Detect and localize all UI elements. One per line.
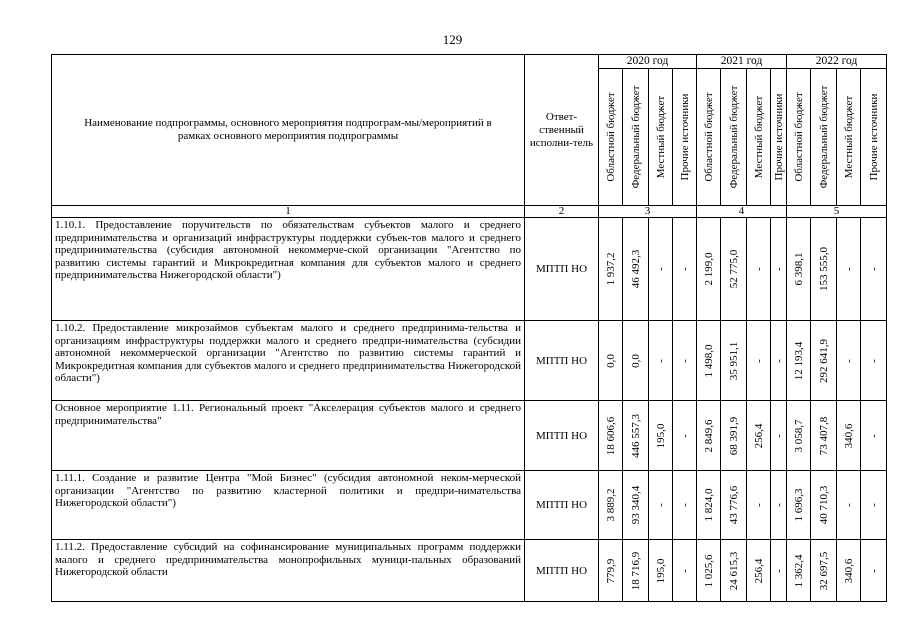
value-text: 73 407,8: [817, 416, 830, 455]
header-responsible-column: Ответ-ственный исполни-тель: [525, 55, 599, 206]
value-text: -: [772, 568, 785, 573]
value-cell: [599, 321, 623, 401]
subheader-local-budget: Местный бюджет: [837, 69, 861, 206]
value-cell: [771, 540, 787, 602]
value-cell: [673, 218, 697, 321]
value-cell: [837, 471, 861, 540]
value-text: -: [867, 267, 880, 271]
value-text: 1 025,6: [702, 554, 715, 587]
subheader-regional-budget: Областной бюджет: [697, 69, 721, 206]
value-text: 779,9: [604, 558, 617, 583]
value-text: -: [842, 267, 855, 271]
value-text: -: [654, 267, 667, 271]
value-cell: [673, 401, 697, 471]
value-text: 52 775,0: [727, 249, 740, 289]
value-cell: [673, 321, 697, 401]
value-text: -: [752, 503, 765, 507]
value-cell: [599, 471, 623, 540]
row-description: 1.10.1. Предоставление поручительств по обязательствам субъектов малого и среднего предпринимательства и организаций инфраструктуры поддержки субъек-тов малого и среднего предпринимательства (субсидия автономной некоммерче-ской организации "Агентство по развитию системы гарантий и Микрокредитная компания для субъектов малого и среднего предпринимательства Нижегородской области"): [52, 218, 525, 321]
value-text: 40 710,3: [817, 485, 830, 525]
value-text: 2 849,6: [702, 419, 715, 452]
value-cell: [837, 218, 861, 321]
value-cell: [861, 401, 887, 471]
row-description: 1.11.1. Создание и развитие Центра "Мой Бизнес" (субсидия автономной неком-мерческой организации "Агентство по развитию кластерной политики и предпри-нимательства Нижегородской области"): [52, 471, 525, 540]
header-name-column: Наименование подпрограммы, основного мероприятия подпрограм-мы/мероприятий в рамках основного мероприятия подпрограммы: [52, 55, 525, 206]
table-row: [52, 471, 887, 540]
value-cell: [747, 540, 771, 602]
value-cell: [837, 540, 861, 602]
value-text: -: [867, 568, 880, 573]
value-text: 1 696,3: [792, 488, 805, 522]
value-cell: [649, 471, 673, 540]
value-cell: [787, 321, 811, 401]
value-text: -: [678, 503, 691, 507]
value-cell: [747, 401, 771, 471]
value-text: 3 058,7: [792, 419, 805, 452]
value-text: 6 398,1: [792, 252, 805, 286]
header-year-2020: 2020 год: [599, 55, 697, 69]
value-cell: [623, 401, 649, 471]
value-cell: [697, 218, 721, 321]
value-text: 256,4: [752, 423, 765, 448]
value-cell: [787, 471, 811, 540]
value-cell: [721, 321, 747, 401]
value-text: 1 937,2: [604, 252, 617, 286]
value-text: -: [654, 358, 667, 363]
value-cell: [697, 471, 721, 540]
value-text: 340,6: [842, 423, 855, 448]
column-number: 4: [697, 206, 787, 218]
value-cell: [771, 321, 787, 401]
value-cell: [721, 540, 747, 602]
value-cell: [599, 218, 623, 321]
value-cell: [787, 540, 811, 602]
value-cell: [649, 218, 673, 321]
value-cell: [649, 401, 673, 471]
table-row: [52, 401, 887, 471]
value-cell: [721, 471, 747, 540]
value-cell: [861, 540, 887, 602]
row-responsible: МПТП НО: [525, 321, 599, 401]
value-text: 35 951,1: [727, 341, 740, 380]
value-cell: [599, 401, 623, 471]
value-text: 18 716,9: [629, 551, 642, 590]
value-text: 0,0: [604, 353, 617, 368]
table-row: [52, 218, 887, 321]
value-text: -: [867, 433, 880, 438]
value-cell: [811, 401, 837, 471]
value-cell: [623, 218, 649, 321]
value-text: 340,6: [842, 558, 855, 583]
value-cell: [623, 471, 649, 540]
budget-table: [51, 54, 887, 602]
value-cell: [649, 540, 673, 602]
column-number: 5: [787, 206, 887, 218]
value-cell: [649, 321, 673, 401]
table-row: [52, 540, 887, 602]
value-cell: [747, 471, 771, 540]
value-cell: [623, 540, 649, 602]
value-text: 32 697,5: [817, 551, 830, 590]
subheader-other-sources: Прочие источники: [861, 69, 887, 206]
value-cell: [771, 218, 787, 321]
value-text: 195,0: [654, 558, 667, 583]
value-text: -: [654, 503, 667, 507]
subheader-other-sources: Прочие источники: [673, 69, 697, 206]
row-description: 1.10.2. Предоставление микрозаймов субъектам малого и среднего предпринима-тельства и организациям инфраструктуры поддержки малого и среднего предпри-нимательства (субсидии автономной некоммерческой организации "Агентство по развитию системы гарантий и Микрокредитная компания для субъектов малого и среднего предпринимательства Нижегородской области"): [52, 321, 525, 401]
column-number: 1: [52, 206, 525, 218]
value-cell: [861, 218, 887, 321]
value-text: -: [772, 503, 785, 507]
value-text: 68 391,9: [727, 416, 740, 455]
value-text: -: [678, 433, 691, 438]
value-text: 18 606,6: [604, 416, 617, 455]
table-row: [52, 321, 887, 401]
value-text: 2 199,0: [702, 252, 715, 286]
value-text: -: [678, 267, 691, 271]
value-text: -: [842, 358, 855, 363]
value-cell: [673, 471, 697, 540]
value-cell: [697, 401, 721, 471]
subheader-local-budget: Местный бюджет: [747, 69, 771, 206]
value-cell: [599, 540, 623, 602]
value-text: 12 193,4: [792, 341, 805, 380]
value-cell: [837, 401, 861, 471]
value-cell: [811, 218, 837, 321]
row-responsible: МПТП НО: [525, 540, 599, 602]
subheader-federal-budget: Федеральный бюджет: [811, 69, 837, 206]
column-number: 2: [525, 206, 599, 218]
value-cell: [673, 540, 697, 602]
page-number: 129: [442, 32, 463, 47]
value-cell: [861, 471, 887, 540]
subheader-local-budget: Местный бюджет: [649, 69, 673, 206]
value-cell: [747, 218, 771, 321]
value-cell: [623, 321, 649, 401]
value-text: -: [772, 358, 785, 363]
value-cell: [837, 321, 861, 401]
header-year-2022: 2022 год: [787, 55, 887, 69]
value-cell: [811, 471, 837, 540]
value-text: 153 555,0: [817, 247, 830, 291]
value-text: 292 641,9: [817, 338, 830, 383]
value-text: 93 340,4: [629, 485, 642, 525]
value-text: 0,0: [629, 353, 642, 368]
row-responsible: МПТП НО: [525, 401, 599, 471]
value-text: -: [772, 433, 785, 438]
value-cell: [771, 401, 787, 471]
value-cell: [721, 218, 747, 321]
value-text: -: [842, 503, 855, 507]
value-text: 1 498,0: [702, 344, 715, 377]
column-number: 3: [599, 206, 697, 218]
value-text: -: [678, 358, 691, 363]
value-text: 1 362,4: [792, 554, 805, 587]
value-cell: [747, 321, 771, 401]
value-cell: [811, 321, 837, 401]
value-cell: [721, 401, 747, 471]
value-cell: [861, 321, 887, 401]
value-cell: [787, 401, 811, 471]
subheader-other-sources: Прочие источники: [771, 69, 787, 206]
value-text: -: [772, 267, 785, 271]
value-cell: [811, 540, 837, 602]
value-text: 446 557,3: [629, 413, 642, 458]
value-text: -: [867, 358, 880, 363]
subheader-regional-budget: Областной бюджет: [599, 69, 623, 206]
row-responsible: МПТП НО: [525, 471, 599, 540]
value-text: 256,4: [752, 558, 765, 583]
row-responsible: МПТП НО: [525, 218, 599, 321]
subheader-federal-budget: Федеральный бюджет: [623, 69, 649, 206]
subheader-federal-budget: Федеральный бюджет: [721, 69, 747, 206]
value-text: 43 776,6: [727, 485, 740, 525]
value-cell: [771, 471, 787, 540]
value-text: 1 824,0: [702, 488, 715, 522]
value-cell: [697, 321, 721, 401]
value-cell: [697, 540, 721, 602]
value-text: 46 492,3: [629, 249, 642, 289]
value-text: 24 615,3: [727, 551, 740, 590]
row-description: Основное мероприятие 1.11. Региональный проект "Акселерация субъектов малого и среднего предпринимательства": [52, 401, 525, 471]
subheader-regional-budget: Областной бюджет: [787, 69, 811, 206]
value-text: 195,0: [654, 423, 667, 448]
value-text: 3 889,2: [604, 488, 617, 522]
value-text: -: [752, 358, 765, 363]
value-text: -: [752, 267, 765, 271]
value-cell: [787, 218, 811, 321]
value-text: -: [678, 568, 691, 573]
row-description: 1.11.2. Предоставление субсидий на софинансирование муниципальных программ поддержки малого и среднего предпринимательства монопрофильных муници-пальных образований Нижегородской области: [52, 540, 525, 602]
header-year-2021: 2021 год: [697, 55, 787, 69]
value-text: -: [867, 503, 880, 507]
